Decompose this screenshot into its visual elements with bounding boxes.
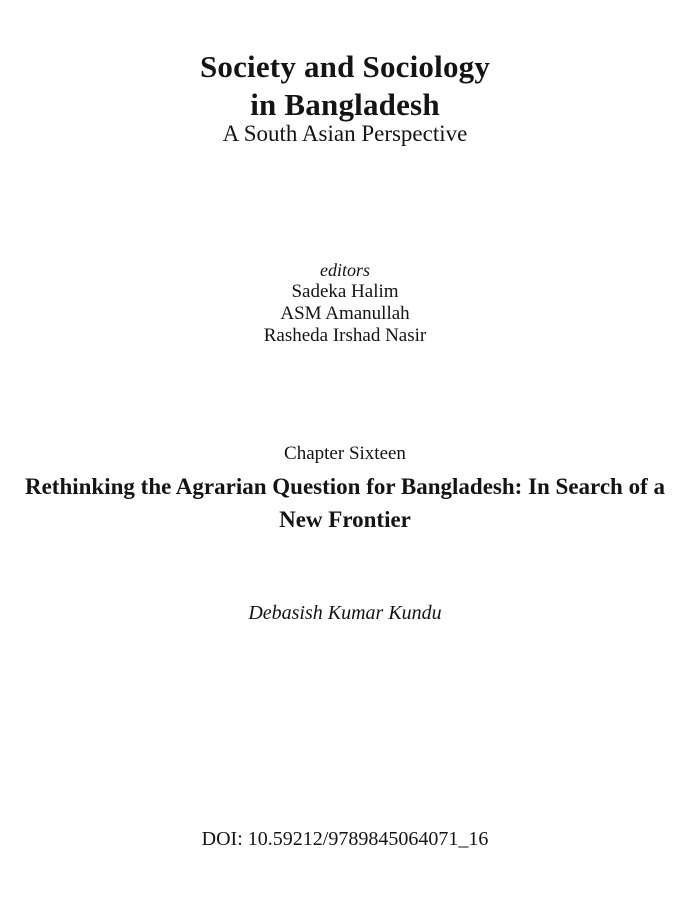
chapter-label: Chapter Sixteen bbox=[284, 443, 406, 464]
chapter-title-line-2: New Frontier bbox=[279, 507, 411, 532]
book-title-line-2: in Bangladesh bbox=[250, 87, 440, 122]
editor-name: ASM Amanullah bbox=[280, 303, 410, 324]
editor-name: Sadeka Halim bbox=[291, 281, 399, 302]
editors-label: editors bbox=[319, 260, 370, 280]
book-title bbox=[0, 48, 690, 124]
book-subtitle: A South Asian Perspective bbox=[222, 121, 468, 146]
doi-text: DOI: 10.59212/9789845064071_16 bbox=[201, 828, 489, 850]
editor-names-list bbox=[0, 281, 690, 347]
editor-name: Rasheda Irshad Nasir bbox=[263, 325, 427, 346]
book-title-line-1: Society and Sociology bbox=[199, 49, 491, 84]
chapter-title-line-1: Rethinking the Agrarian Question for Bangladesh: In Search of a bbox=[24, 474, 666, 499]
chapter-title bbox=[0, 470, 690, 536]
chapter-author: Debasish Kumar Kundu bbox=[248, 602, 442, 624]
